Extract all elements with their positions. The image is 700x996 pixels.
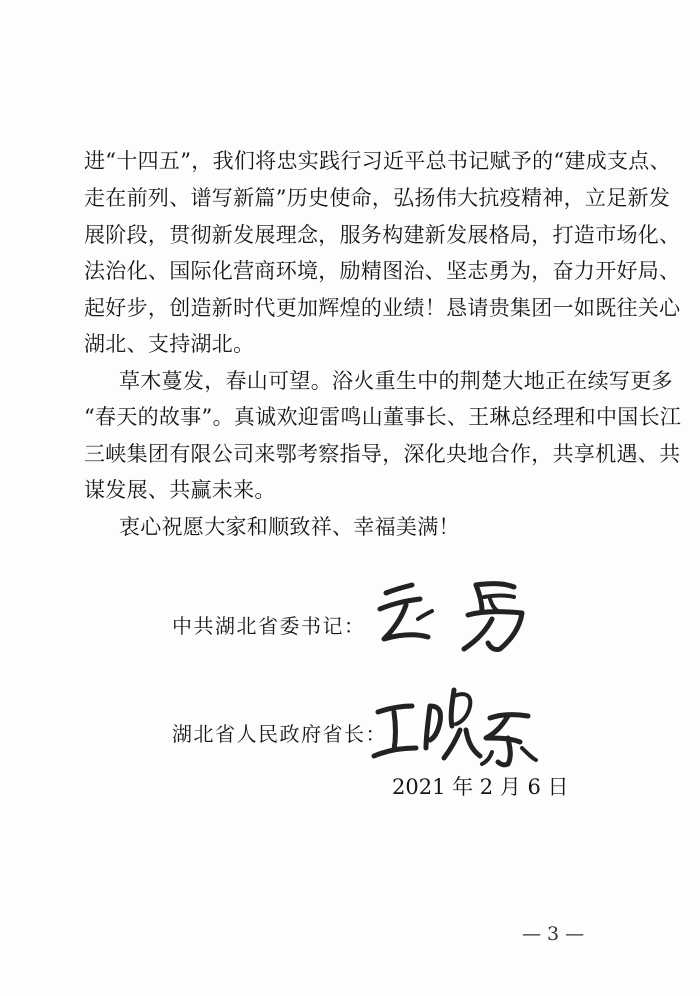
paragraph-2-line-1: 草木蔓发，春山可望。浴火重生中的荆楚大地正在续写更多 [119, 369, 673, 393]
signature-1-handwriting [372, 575, 562, 655]
paragraph-1-line-6: 湖北、支持湖北。 [84, 332, 255, 356]
page-number: — 3 — [522, 923, 585, 945]
paragraph-3-line-1: 衷心祝愿大家和顺致祥、幸福美满！ [119, 515, 460, 539]
paragraph-2-line-2: “春天的故事”。真诚欢迎雷鸣山董事长、王琳总经理和中国长江 [84, 405, 682, 429]
signature-2-handwriting [368, 676, 548, 771]
paragraph-1-line-1: 进“十四五”，我们将忠实践行习近平总书记赋予的“建成支点、 [84, 149, 671, 173]
signatory-1-title: 中共湖北省委书记： [172, 614, 366, 638]
paragraph-1-line-3: 展阶段，贯彻新发展理念，服务构建新发展格局，打造市场化、 [84, 223, 681, 247]
signatory-2-title: 湖北省人民政府省长： [172, 722, 387, 746]
paragraph-1-line-5: 起好步，创造新时代更加辉煌的业绩！恳请贵集团一如既往关心 [84, 296, 681, 320]
paragraph-1-line-4: 法治化、国际化营商环境，励精图治、坚志勇为，奋力开好局、 [84, 259, 681, 283]
letter-date: 2021 年 2 月 6 日 [392, 775, 569, 799]
paragraph-1-line-2: 走在前列、谱写新篇”历史使命，弘扬伟大抗疫精神，立足新发 [84, 186, 671, 210]
paragraph-2-line-4: 谋发展、共赢未来。 [84, 478, 276, 502]
paragraph-2-line-3: 三峡集团有限公司来鄂考察指导，深化央地合作，共享机遇、共 [84, 442, 681, 466]
